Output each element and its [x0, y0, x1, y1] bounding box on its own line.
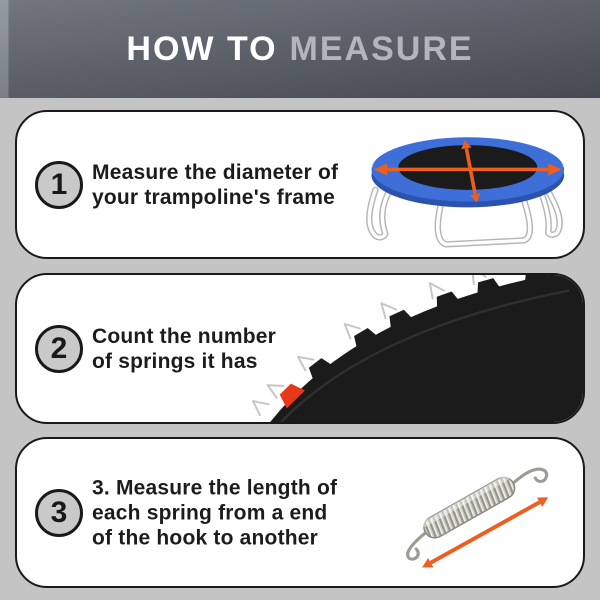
step-card-2	[15, 273, 585, 424]
step-1-text	[92, 160, 338, 210]
step-1-line-2: your trampoline's frame	[92, 185, 335, 209]
step-number-badge: 2	[35, 325, 83, 373]
step-3-line-3: of the hook to another	[92, 526, 319, 549]
page-title-muted: MEASURE	[289, 30, 474, 68]
spring-hook-top-icon	[513, 469, 546, 483]
step-card-3	[15, 437, 585, 588]
step-card-1	[15, 110, 585, 259]
page-title-bold: HOW TO	[126, 30, 278, 68]
step-number-badge: 3	[35, 489, 83, 537]
step-1-line-1: Measure the diameter of	[92, 160, 339, 184]
header-banner	[0, 0, 600, 98]
spring-hook-bottom-icon	[408, 531, 427, 559]
step-2-line-1: Count the number	[92, 324, 277, 348]
step-2-text	[92, 324, 276, 374]
step-3-line-2: each spring from a end	[92, 501, 328, 524]
spring-coil-icon	[420, 474, 519, 542]
step-3-text	[92, 475, 337, 550]
step-number-badge: 1	[35, 161, 83, 209]
step-3-line-1: 3. Measure the length of	[92, 476, 338, 499]
spring-hook-icon	[249, 395, 269, 415]
page-title	[126, 32, 473, 66]
step-2-line-2: of springs it has	[92, 349, 258, 373]
